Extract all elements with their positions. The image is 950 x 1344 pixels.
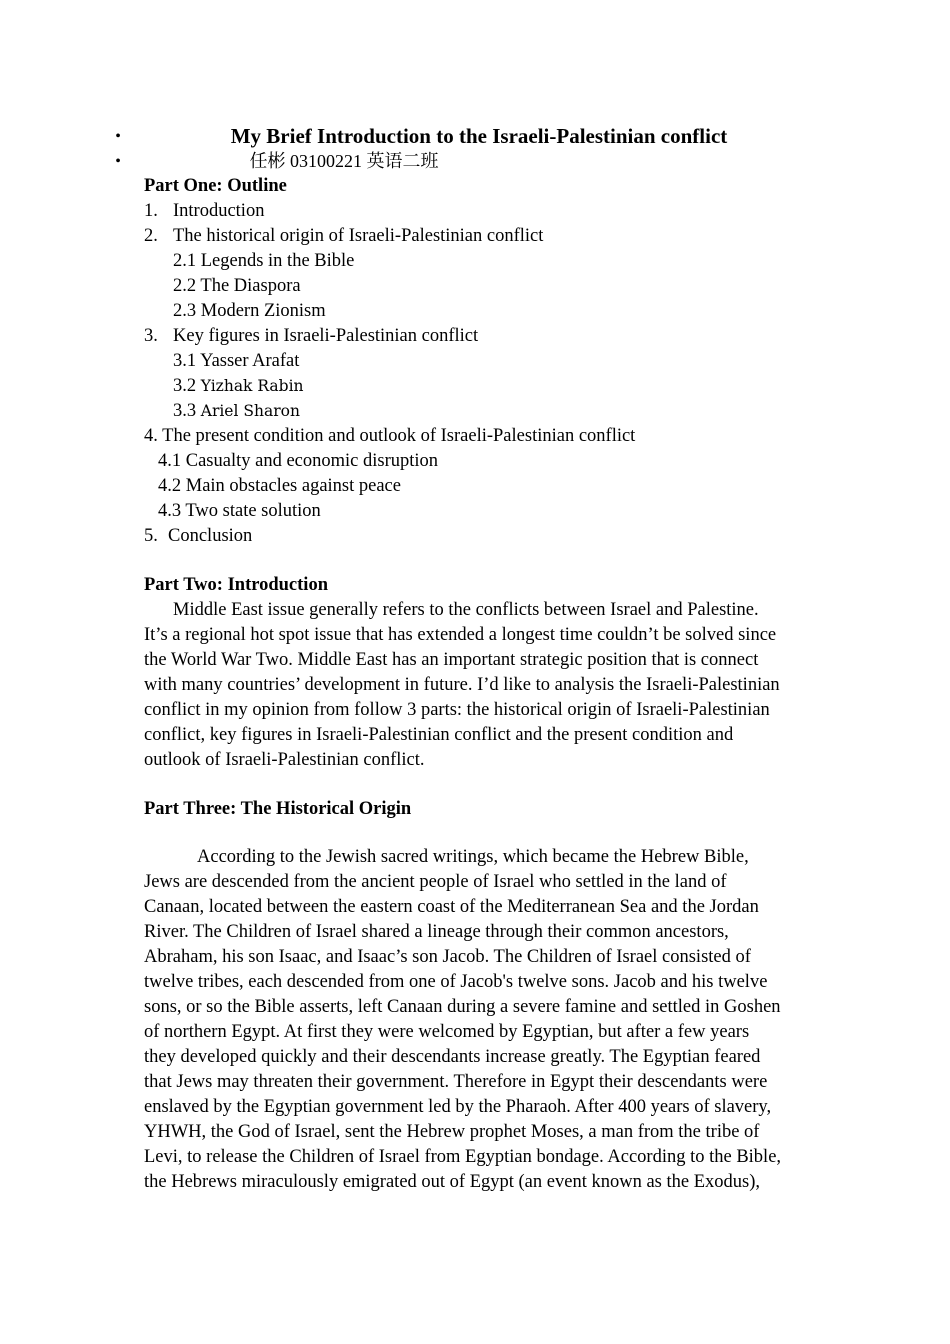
outline-subitem-number: 3.2	[173, 376, 197, 396]
paragraph-line: YHWH, the God of Israel, sent the Hebrew prophet Moses, a man from the tribe of	[144, 1122, 760, 1142]
outline-item	[144, 524, 252, 549]
paragraph-line: the World War Two. Middle East has an important strategic position that is connect	[144, 650, 759, 670]
outline-subitem	[173, 399, 300, 424]
paragraph-line: the Hebrews miraculously emigrated out of Egypt (an event known as the Exodus),	[144, 1172, 760, 1192]
outline-subitem-number: 3.3	[173, 401, 197, 421]
outline-heading: Part One: Outline	[144, 176, 287, 196]
outline-item-number: 2.	[144, 226, 158, 246]
outline-subitem-label: Ariel Sharon	[200, 402, 300, 420]
introduction-paragraph	[144, 598, 809, 773]
paragraph-line: Levi, to release the Children of Israel from Egyptian bondage. According to the Bible,	[144, 1147, 782, 1167]
paragraph-line: Canaan, located between the eastern coast of the Mediterranean Sea and the Jordan	[144, 897, 759, 917]
paragraph-line: conflict in my opinion from follow 3 parts: the historical origin of Israeli-Palestinian	[144, 700, 770, 720]
document-title: My Brief Introduction to the Israeli-Palestinian conflict	[230, 124, 728, 148]
paragraph-line: Jews are descended from the ancient people of Israel who settled in the land of	[144, 872, 727, 892]
paragraph-line: sons, or so the Bible asserts, left Canaan during a severe famine and settled in Goshen	[144, 997, 781, 1017]
outline-item-label: The historical origin of Israeli-Palestinian conflict	[173, 226, 544, 246]
outline-subitem: 4.2 Main obstacles against peace	[158, 476, 401, 496]
introduction-heading: Part Two: Introduction	[144, 575, 328, 595]
outline-subitem: 2.1 Legends in the Bible	[173, 251, 355, 271]
historical-origin-paragraph	[144, 845, 809, 1195]
paragraph-line: Abraham, his son Isaac, and Isaac’s son Jacob. The Children of Israel consisted of	[144, 947, 751, 967]
paragraph-line: they developed quickly and their descendants increase greatly. The Egyptian feared	[144, 1047, 761, 1067]
paragraph-line: outlook of Israeli-Palestinian conflict.	[144, 750, 425, 770]
paragraph-line: conflict, key figures in Israeli-Palestinian conflict and the present condition and	[144, 725, 734, 745]
author-line: 任彬 03100221 英语二班	[249, 151, 439, 171]
outline-item-label: Conclusion	[168, 526, 253, 546]
outline-subitem: 3.1 Yasser Arafat	[173, 351, 300, 371]
outline-item-number: 5.	[144, 526, 158, 546]
paragraph-line: that Jews may threaten their government. Therefore in Egypt their descendants were	[144, 1072, 768, 1092]
outline-subitem: 2.3 Modern Zionism	[173, 301, 326, 321]
outline-item-label: Introduction	[173, 201, 265, 221]
outline-item: 4. The present condition and outlook of Israeli-Palestinian conflict	[144, 426, 636, 446]
outline-subitem	[173, 374, 304, 399]
outline-subitem: 4.3 Two state solution	[158, 501, 321, 521]
outline-subitem: 4.1 Casualty and economic disruption	[158, 451, 439, 471]
bullet-icon: •	[115, 128, 121, 145]
bullet-icon: •	[115, 153, 121, 170]
historical-origin-heading: Part Three: The Historical Origin	[144, 799, 412, 819]
outline-item	[144, 324, 478, 349]
paragraph-line: According to the Jewish sacred writings, which became the Hebrew Bible,	[197, 847, 749, 867]
paragraph-line: of northern Egypt. At first they were welcomed by Egyptian, but after a few years	[144, 1022, 750, 1042]
outline-subitem-label: Yizhak Rabin	[200, 377, 304, 395]
paragraph-line: twelve tribes, each descended from one of Jacob's twelve sons. Jacob and his twelve	[144, 972, 768, 992]
paragraph-line: Middle East issue generally refers to the conflicts between Israel and Palestine.	[173, 600, 759, 620]
outline-item-number: 1.	[144, 201, 158, 221]
paragraph-line: enslaved by the Egyptian government led by the Pharaoh. After 400 years of slavery,	[144, 1097, 772, 1117]
outline-item-label: Key figures in Israeli-Palestinian conflict	[173, 326, 479, 346]
outline-subitem: 2.2 The Diaspora	[173, 276, 301, 296]
outline-item	[144, 199, 264, 224]
paragraph-line: with many countries’ development in future. I’d like to analysis the Israeli-Palestinian	[144, 675, 780, 695]
outline-item	[144, 224, 543, 249]
outline-item-number: 3.	[144, 326, 158, 346]
paragraph-line: River. The Children of Israel shared a lineage through their common ancestors,	[144, 922, 729, 942]
paragraph-line: It’s a regional hot spot issue that has extended a longest time couldn’t be solved since	[144, 625, 777, 645]
